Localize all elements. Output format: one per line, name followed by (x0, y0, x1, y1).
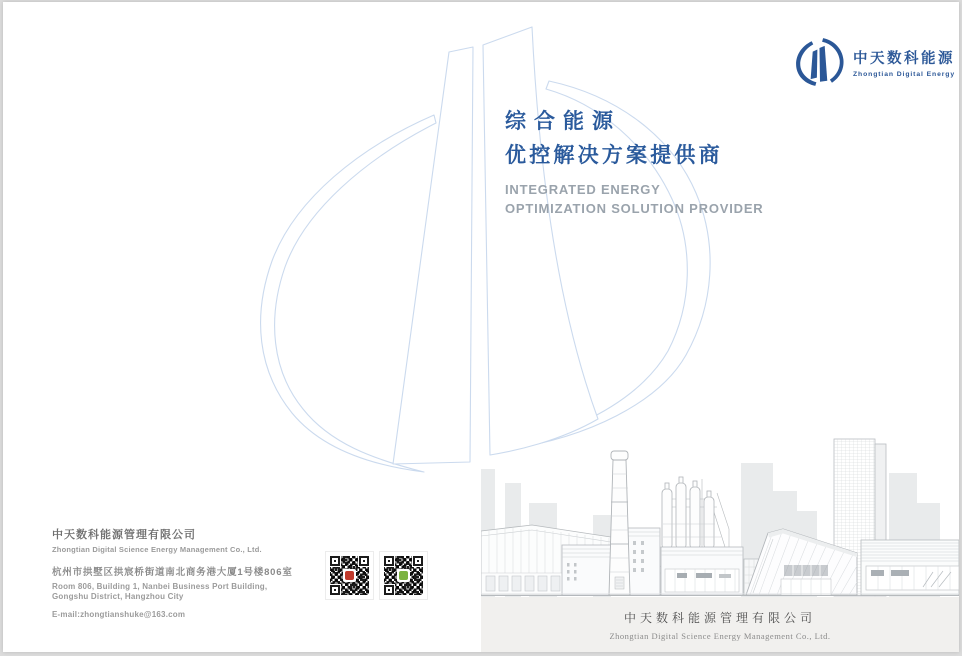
contact-address-en-line1: Room 806, Building 1, Nanbei Business Port Building, (52, 582, 268, 591)
qr-center-logo (343, 569, 356, 582)
brand-logo-text (853, 47, 955, 78)
footer-company-en: Zhongtian Digital Science Energy Management Co., Ltd. (609, 631, 831, 641)
contact-email: E-mail:zhongtianshuke@163.com (52, 610, 186, 619)
cover-title-block (505, 105, 763, 218)
cover-title-cn-line1: 综合能源 (505, 110, 621, 133)
qr-code-row (325, 551, 428, 600)
cover-title-cn-line2: 优控解决方案提供商 (505, 144, 723, 167)
smokestack (609, 451, 630, 595)
brand-logo (794, 36, 955, 88)
brand-name-en: Zhongtian Digital Energy (853, 70, 956, 78)
footer-company-cn: 中天数科能源管理有限公司 (623, 611, 816, 625)
contact-address-en-line2: Gongshu District, Hangzhou City (52, 592, 184, 601)
right-commercial-building (861, 540, 959, 595)
brand-logo-icon (794, 36, 846, 88)
cover-title-en-line2: OPTIMIZATION SOLUTION PROVIDER (505, 201, 764, 216)
qr-center-chip-red (345, 571, 354, 580)
chemical-plant-towers (661, 477, 743, 595)
qr-finder-icon (359, 556, 369, 566)
brand-name-cn: 中天数科能源 (853, 50, 955, 67)
cover-title-en-line1: INTEGRATED ENERGY (505, 182, 661, 197)
contact-company-cn: 中天数科能源管理有限公司 (52, 529, 196, 541)
qr-code-1 (325, 551, 374, 600)
qr-finder-icon (384, 585, 394, 595)
qr-finder-icon (384, 556, 394, 566)
brochure-page (3, 2, 959, 652)
qr-code-2 (379, 551, 428, 600)
qr-finder-icon (330, 556, 340, 566)
contact-address-en (52, 582, 293, 602)
qr-code-2-pattern (384, 556, 423, 595)
qr-center-chip-green (399, 571, 408, 580)
mid-building (562, 545, 612, 595)
cityscape-illustration (481, 429, 959, 597)
contact-address-cn: 杭州市拱墅区拱宸桥街道南北商务港大厦1号楼806室 (52, 567, 293, 578)
footer-bar (481, 597, 959, 652)
boiler-house (628, 528, 660, 595)
qr-code-1-pattern (330, 556, 369, 595)
qr-center-logo (397, 569, 410, 582)
qr-finder-icon (413, 556, 423, 566)
contact-block (52, 526, 293, 619)
qr-finder-icon (330, 585, 340, 595)
contact-company-en: Zhongtian Digital Science Energy Management Co., Ltd. (52, 545, 262, 554)
